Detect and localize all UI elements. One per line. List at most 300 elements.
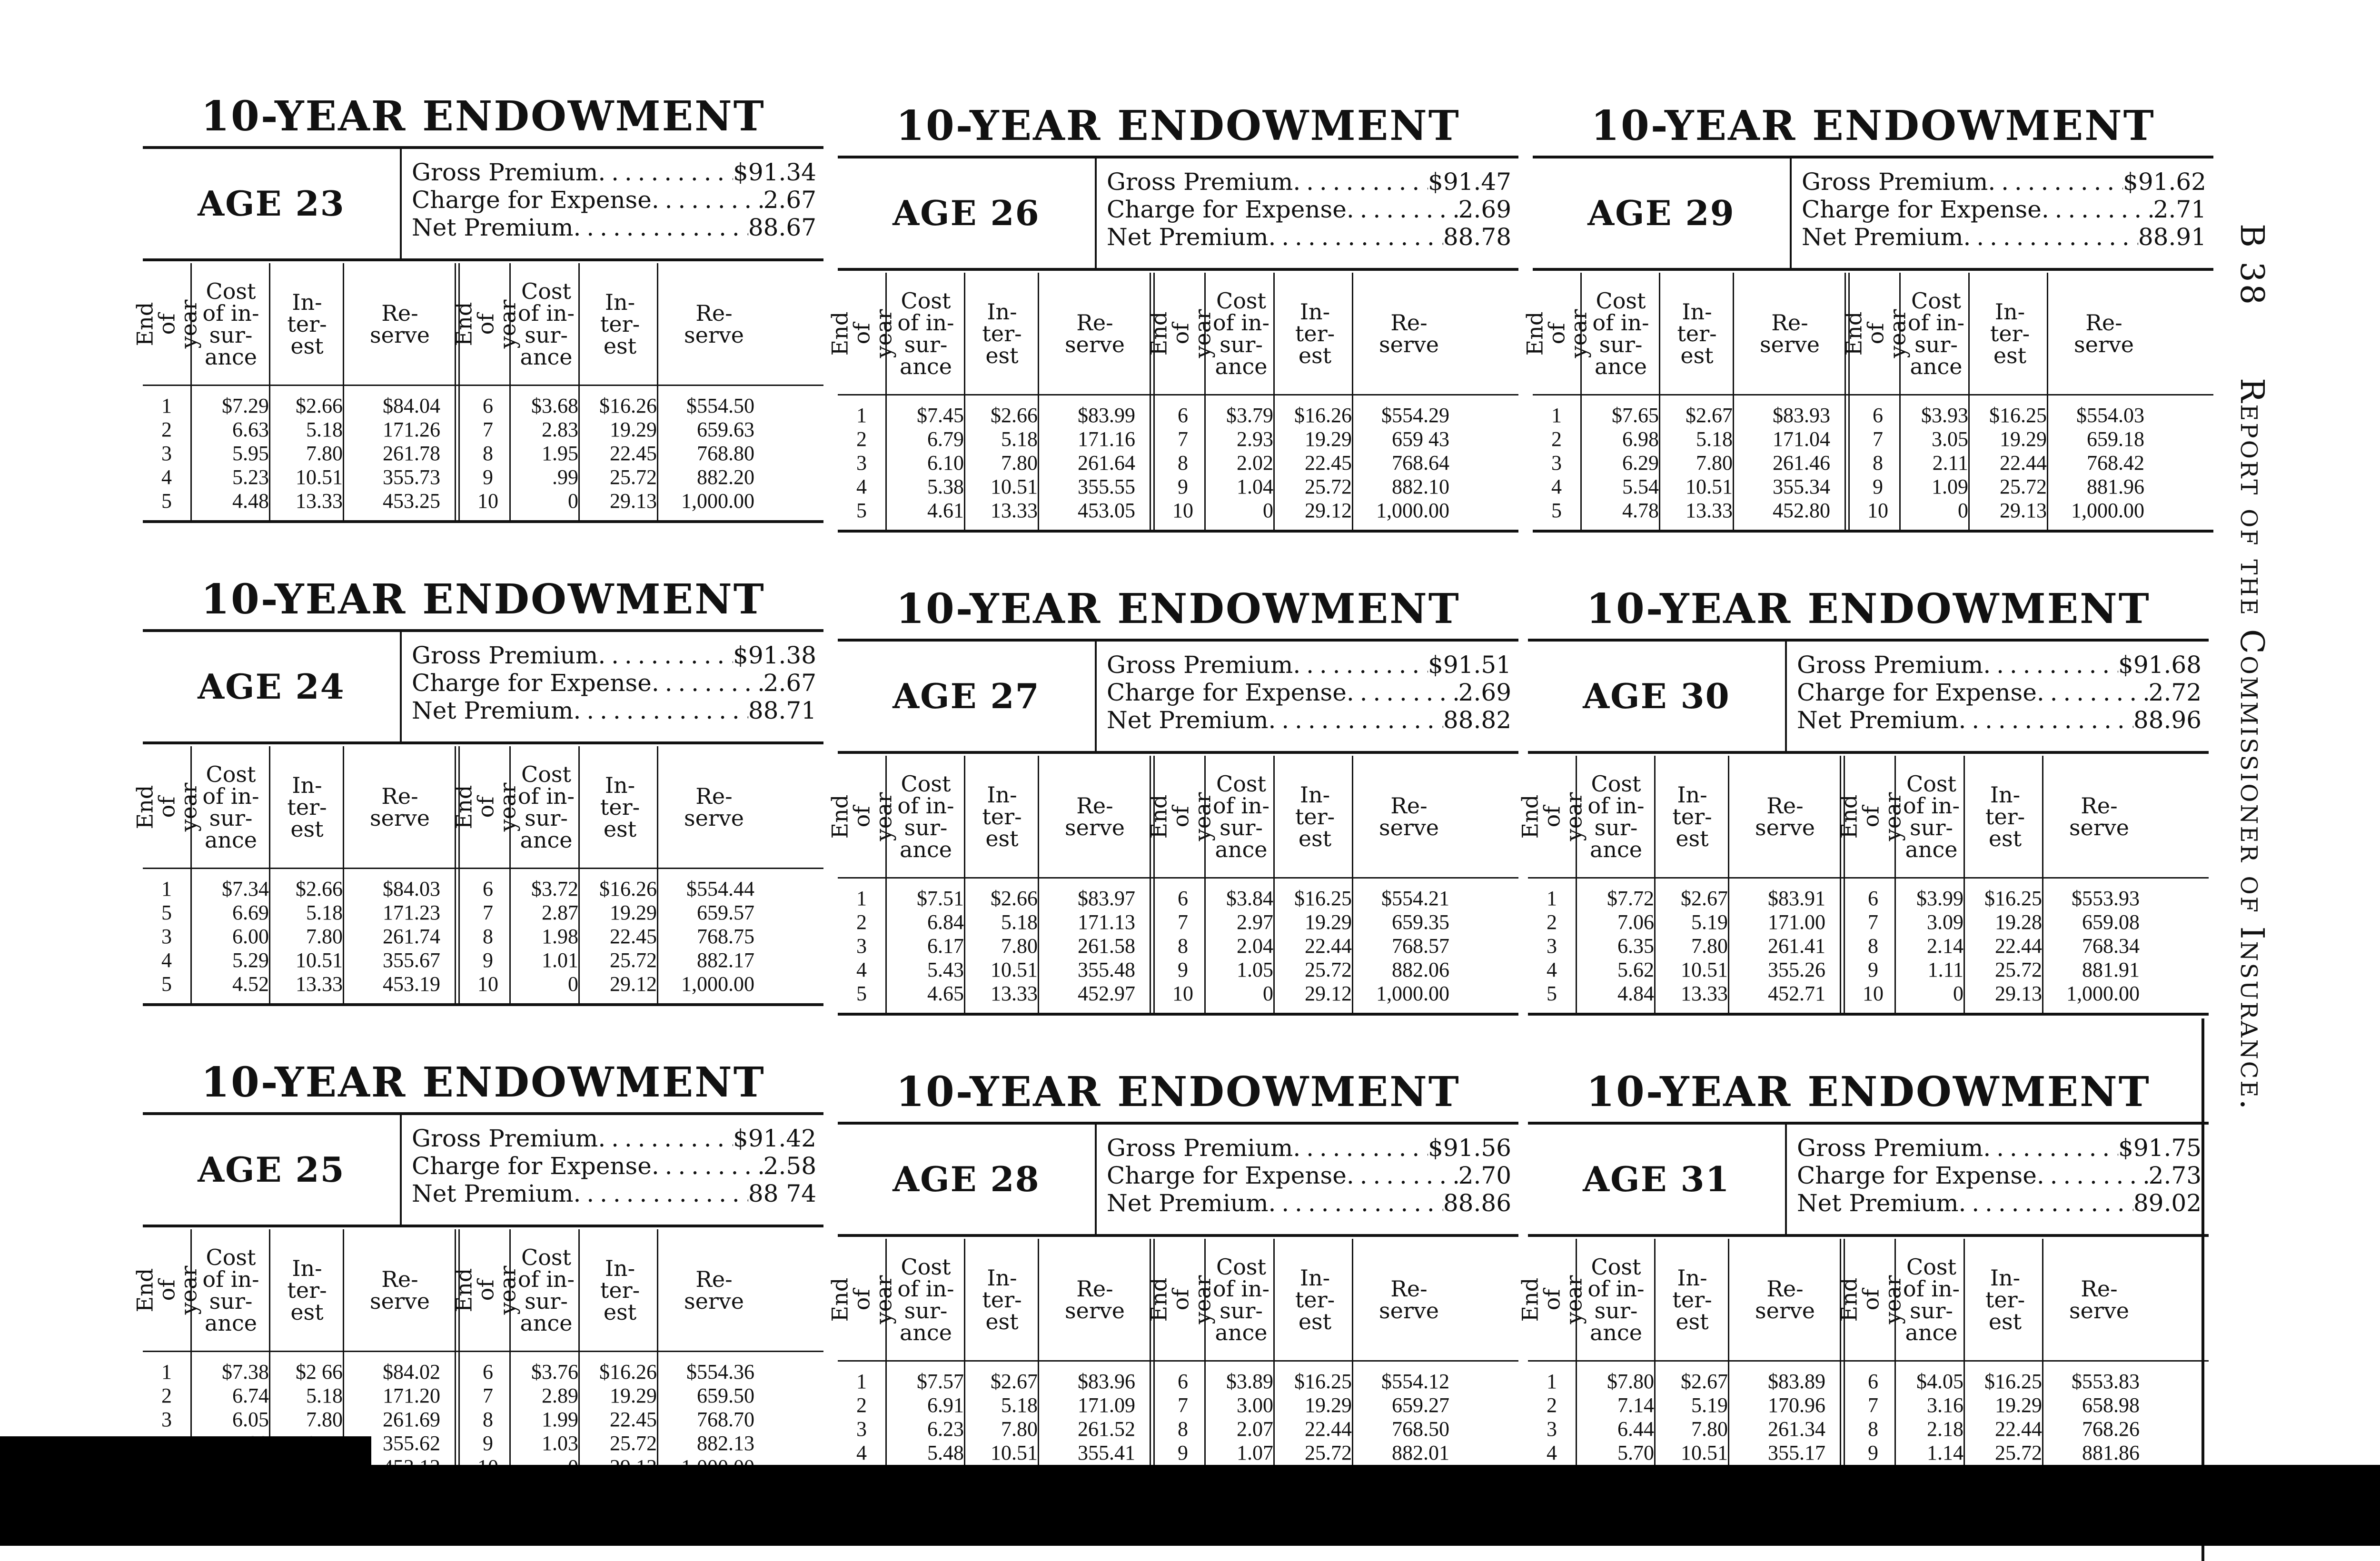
table-cell: 1 [1547,887,1557,910]
reserve-col-2 [659,877,754,996]
header-rule [1528,877,2209,879]
net-premium-label: Net Premium [412,1180,574,1207]
end-column-header [1522,273,1591,394]
table-cell: 3 [1547,1417,1557,1441]
header-rule [838,394,1518,395]
table-cell: 25.72 [1305,475,1352,498]
table-cell: 19.29 [1305,427,1352,451]
table-cell: 29.13 [2000,499,2047,522]
table-cell: $83.93 [1773,404,1830,427]
gross-premium-row [412,1125,816,1152]
table-cell: 9 [1178,475,1188,498]
table-cell: 8 [483,1408,493,1431]
table-cell: 22.44 [1995,1417,2042,1441]
header-rule [143,385,823,386]
table-cell: 3 [856,451,867,474]
table-cell: 1 [856,1370,867,1393]
table-cell: 3 [856,934,867,958]
table-cell: 10.51 [991,1441,1038,1464]
interest-col-1 [1661,404,1733,523]
table-cell: 4 [1551,475,1562,498]
cost-col-2 [1897,887,1964,1006]
res-column-header [659,263,769,385]
leader-dots [1268,223,1443,251]
table-cell: 4.78 [1622,499,1659,522]
net-premium-label: Net Premium [412,214,574,241]
charge-for-expense-label: Charge for Expense [412,669,652,697]
table-cell: $3.72 [531,877,578,900]
year-col-1 [143,877,190,996]
table-cell: 9 [1868,958,1878,981]
gross-premium-label: Gross Premium [412,1125,598,1152]
res-header-text: Re- serve [369,1266,430,1314]
table-cell: $16.26 [599,394,657,417]
interest-col-1 [966,887,1038,1006]
charge-for-expense-value: 2.58 [763,1152,816,1180]
gross-premium-value: $91.34 [733,158,816,186]
table-cell: 452.71 [1768,982,1825,1005]
table-cell: 7.80 [306,442,343,465]
premium-header [1528,639,2209,754]
table-cell: 10.51 [296,948,343,972]
table-cell: 3.00 [1237,1393,1273,1417]
data-grid [1517,756,2209,1016]
net-premium-value: 89.02 [2133,1189,2202,1217]
table-cell: 10 [477,972,498,996]
int-header-text: In- ter- est [1672,781,1712,851]
cost-column-header [1897,756,1966,877]
table-cell: 1.95 [542,442,578,465]
table-cell: 10.51 [1681,1441,1728,1464]
int-header-text: In- ter- est [1985,1265,2025,1334]
cost-col-1 [193,394,269,513]
cost-header-text: Cost of in- sur- ance [897,771,954,862]
table-cell: $16.25 [1294,887,1352,910]
net-premium-value: 88.67 [748,214,816,241]
table-cell: 5.38 [927,475,964,498]
running-title: Report of the Commissioner of Insurance. [2233,378,2271,1112]
table-cell: $2 66 [296,1360,343,1383]
table-cell: 22.45 [610,925,657,948]
reserve-col-2 [1354,887,1449,1006]
table-cell: 659.08 [2082,910,2140,934]
table-cell: $7.38 [222,1360,269,1383]
int-header-text: In- ter- est [600,289,640,359]
table-cell: $2.66 [296,877,343,900]
res-column-header [1040,273,1150,394]
table-cell: 0 [1263,499,1273,522]
table-cell: 4.61 [927,499,964,522]
table-cell: 25.72 [1995,1441,2042,1464]
cost-col-1 [1578,887,1654,1006]
table-cell: 261.78 [383,442,440,465]
table-cell: 29.12 [1305,499,1352,522]
table-cell: 10 [1172,982,1193,1005]
int-header-text: In- ter- est [600,772,640,842]
table-cell: 0 [1958,499,1968,522]
table-cell: 5.18 [306,901,343,924]
table-cell: $7.34 [222,877,269,900]
reserve-col-2 [659,394,754,513]
table-cell: 355.48 [1078,958,1135,981]
table-cell: 9 [1178,1441,1188,1464]
table-cell: 6.74 [232,1384,269,1407]
table-cell: 5.54 [1622,475,1659,498]
table-cell: 768.64 [1392,451,1449,474]
table-cell: 882.13 [697,1432,754,1455]
res-header-text: Re- serve [1064,309,1125,357]
res-column-header [659,1229,769,1351]
gross-premium-value: $91.47 [1428,168,1511,196]
table-cell: 7 [483,1384,493,1407]
header-rule [838,877,1518,879]
table-cell: $7.65 [1612,404,1659,427]
charge-for-expense-label: Charge for Expense [412,186,652,214]
table-cell: 355.55 [1078,475,1135,498]
net-premium-label: Net Premium [1107,706,1269,734]
res-column-header [345,746,455,868]
table-cell: 882.20 [697,465,754,489]
table-cell: 6 [1873,404,1883,427]
table-cell: 659.50 [697,1384,754,1407]
charge-for-expense-label: Charge for Expense [1107,196,1347,223]
end-column-header [1841,273,1910,394]
interest-col-2 [581,877,657,996]
table-cell: 9 [1868,1441,1878,1464]
table-cell: 7.80 [1696,451,1733,474]
table-cell: 6.00 [232,925,269,948]
table-cell: 4 [856,958,867,981]
int-header-text: In- ter- est [1990,298,2030,368]
table-cell: 13.33 [1681,982,1728,1005]
table-cell: 1 [1551,404,1562,427]
table-cell: 29.13 [1995,982,2042,1005]
table-cell: $16.26 [599,1360,657,1383]
net-premium-value: 88.96 [2133,706,2202,734]
interest-col-1 [966,404,1038,523]
net-premium-value: 88.71 [748,697,816,724]
age-label: AGE 28 [838,1125,1097,1234]
table-cell: 5.48 [927,1441,964,1464]
charge-for-expense-value: 2.69 [1458,679,1511,706]
table-cell: 1,000.00 [1376,499,1449,522]
table-cell: 8 [483,442,493,465]
leader-dots [598,642,733,669]
interest-col-1 [271,877,343,996]
table-cell: $84.02 [383,1360,440,1383]
table-cell: $2.67 [1681,1370,1728,1393]
column-rule [1654,756,1656,1013]
table-cell: 5 [161,489,172,513]
table-cell: $3.93 [1921,404,1968,427]
table-cell: 29.13 [610,489,657,513]
premium-header [838,639,1518,754]
table-cell: 882.06 [1392,958,1449,981]
premium-header [838,1122,1518,1237]
gross-premium-value: $91.75 [2118,1134,2202,1162]
cost-header-text: Cost of in- sur- ance [897,287,954,379]
cost-column-header [512,263,581,385]
res-header-text: Re- serve [369,300,430,348]
table-cell: 768.75 [697,925,754,948]
table-cell: 171.23 [383,901,440,924]
table-cell: 1.07 [1237,1441,1273,1464]
table-cell: 2 [1547,1393,1557,1417]
gross-premium-value: $91.68 [2118,651,2202,679]
leader-dots [1958,1189,2133,1217]
table-cell: 29.12 [610,972,657,996]
table-cell: $83.89 [1768,1370,1825,1393]
table-cell: 0 [568,489,578,513]
leader-dots [1268,1189,1443,1217]
table-cell: 355.17 [1768,1441,1825,1464]
net-premium-row [1802,223,2206,251]
table-cell: 4 [161,948,172,972]
table-cell: 3.05 [1932,427,1968,451]
cost-col-2 [512,1360,578,1479]
table-cell: 22.45 [610,442,657,465]
int-header-text: In- ter- est [982,298,1022,368]
table-cell: 659.63 [697,418,754,441]
cost-column-header [193,746,269,868]
charge-for-expense-label: Charge for Expense [1802,196,2042,223]
table-cell: 10.51 [296,465,343,489]
table-cell: 3 [1551,451,1562,474]
table-title: 10-YEAR ENDOWMENT [1586,585,2151,633]
column-rule [269,263,270,520]
table-cell: 2 [161,1384,172,1407]
cost-header-text: Cost of in- sur- ance [1903,771,1960,862]
gross-premium-row [1107,651,1511,679]
table-cell: 5.62 [1617,958,1654,981]
table-cell: 2 [1547,910,1557,934]
table-cell: 7 [483,418,493,441]
interest-col-1 [1656,887,1728,1006]
end-column-header [827,756,896,877]
table-cell: 4 [856,475,867,498]
table-title: 10-YEAR ENDOWMENT [1586,1068,2151,1116]
leader-dots [652,669,764,697]
table-cell: 7 [1178,427,1188,451]
end-header-text: End of year [132,299,201,348]
table-cell: 3.16 [1927,1393,1964,1417]
table-cell: 22.45 [610,1408,657,1431]
table-title: 10-YEAR ENDOWMENT [896,585,1460,633]
table-cell: 19.29 [2000,427,2047,451]
table-cell: $553.83 [2072,1370,2140,1393]
end-column-header [1836,756,1905,877]
data-grid [132,746,823,1006]
table-cell: 5.95 [232,442,269,465]
table-cell: 4 [1547,1441,1557,1464]
table-cell: $7.80 [1607,1370,1654,1393]
end-column-header [451,746,520,868]
table-cell: 6 [1868,887,1878,910]
table-cell: 6.63 [232,418,269,441]
cost-column-header [1207,1239,1276,1360]
column-rule [1038,273,1039,530]
table-cell: 261.34 [1768,1417,1825,1441]
table-cell: $83.99 [1078,404,1135,427]
int-column-header [271,263,343,385]
net-premium-value: 88.91 [2138,223,2206,251]
year-col-2 [1856,404,1899,523]
cost-header-text: Cost of in- sur- ance [517,278,575,370]
table-cell: 2 [856,1393,867,1417]
end-header-text: End of year [1517,792,1587,841]
cost-header-text: Cost of in- sur- ance [1587,1254,1645,1345]
charge-for-expense-row [412,669,816,697]
cost-header-text: Cost of in- sur- ance [1587,771,1645,862]
header-rule [143,868,823,869]
table-cell: 25.72 [610,948,657,972]
table-cell: 3 [1547,934,1557,958]
premium-header [143,146,823,261]
table-cell: 6.23 [927,1417,964,1441]
age-label: AGE 29 [1533,158,1792,268]
year-col-2 [466,1360,509,1479]
interest-col-2 [1276,404,1352,523]
header-rule [1528,1360,2209,1362]
table-cell: 171.20 [383,1384,440,1407]
year-col-2 [466,394,509,513]
leader-dots [1963,223,2138,251]
table-cell: 261.41 [1768,934,1825,958]
cost-column-header [1902,273,1971,394]
column-rule [1728,1239,1729,1496]
table-cell: 8 [483,925,493,948]
table-cell: 171.13 [1078,910,1135,934]
int-header-text: In- ter- est [600,1255,640,1325]
table-cell: 4.52 [232,972,269,996]
int-column-header [1276,273,1354,394]
table-cell: 1.98 [542,925,578,948]
leader-dots [652,186,764,214]
charge-for-expense-row [1107,679,1511,706]
table-cell: 5.18 [1696,427,1733,451]
table-cell: 10 [1863,982,1884,1005]
int-header-text: In- ter- est [287,1255,327,1325]
table-cell: 8 [1873,451,1883,474]
table-cell: $554.50 [686,394,754,417]
table-cell: 6.10 [927,451,964,474]
table-cell: 170.96 [1768,1393,1825,1417]
charge-for-expense-label: Charge for Expense [1107,679,1347,706]
table-cell: 1,000.00 [1376,982,1449,1005]
table-cell: 1.01 [542,948,578,972]
table-cell: 171.04 [1773,427,1830,451]
reserve-col-2 [1354,404,1449,523]
int-column-header [966,1239,1038,1360]
premium-header [1528,1122,2209,1237]
charge-for-expense-row [412,186,816,214]
premium-summary [1107,1134,1511,1217]
table-cell: 1 [856,887,867,910]
table-cell: 9 [483,1432,493,1455]
end-header-text: End of year [451,782,520,831]
table-cell: 7 [1868,910,1878,934]
table-title: 10-YEAR ENDOWMENT [201,1058,765,1107]
charge-for-expense-value: 2.67 [763,186,816,214]
table-cell: 1.05 [1237,958,1273,981]
cost-header-text: Cost of in- sur- ance [517,761,575,853]
table-cell: 453.05 [1078,499,1135,522]
end-column-header [827,273,896,394]
table-cell: 13.33 [991,499,1038,522]
end-column-header [132,1229,201,1351]
net-premium-label: Net Premium [1802,223,1964,251]
table-cell: 6.91 [927,1393,964,1417]
table-cell: 452.97 [1078,982,1135,1005]
end-column-header [132,746,201,868]
table-cell: 1 [161,394,172,417]
table-cell: 261.69 [383,1408,440,1431]
table-cell: 10.51 [1681,958,1728,981]
table-cell: 19.29 [1305,910,1352,934]
year-col-1 [838,887,885,1006]
cost-col-2 [512,877,578,996]
net-premium-label: Net Premium [1107,1189,1269,1217]
cost-column-header [1578,1239,1654,1360]
net-premium-row [412,697,816,724]
year-col-1 [1528,887,1576,1006]
leader-dots [1347,1162,1458,1189]
table-cell: 659.27 [1392,1393,1449,1417]
end-header-text: End of year [132,782,201,831]
gross-premium-label: Gross Premium [412,642,598,669]
table-cell: $16.25 [1989,404,2047,427]
table-cell: 881.96 [2087,475,2144,498]
res-column-header [659,746,769,868]
end-column-header [451,263,520,385]
charge-for-expense-row [412,1152,816,1180]
table-cell: 6.98 [1622,427,1659,451]
table-cell: 0 [1953,982,1964,1005]
table-cell: 5.29 [232,948,269,972]
interest-col-2 [1276,887,1352,1006]
table-cell: $2.67 [1681,887,1728,910]
net-premium-value: 88.86 [1443,1189,1511,1217]
cost-header-text: Cost of in- sur- ance [202,761,259,853]
table-cell: 22.44 [2000,451,2047,474]
int-column-header [966,756,1038,877]
cost-column-header [888,756,964,877]
data-grid [827,756,1518,1016]
table-title: 10-YEAR ENDOWMENT [201,575,765,623]
cost-header-text: Cost of in- sur- ance [1212,287,1270,379]
table-cell: $4.05 [1916,1370,1964,1393]
cost-col-1 [888,887,964,1006]
gross-premium-value: $91.42 [733,1125,816,1152]
leader-dots [573,214,748,241]
gross-premium-row [412,158,816,186]
table-cell: 5.18 [306,418,343,441]
int-header-text: In- ter- est [1672,1265,1712,1334]
charge-for-expense-label: Charge for Expense [1797,679,2037,706]
end-header-text: End of year [451,299,520,348]
reserve-col-1 [1735,404,1830,523]
table-cell: 13.33 [296,972,343,996]
end-header-text: End of year [827,309,896,358]
cost-col-1 [1583,404,1659,523]
table-cell: 171.26 [383,418,440,441]
table-cell: $7.72 [1607,887,1654,910]
net-premium-row [1107,706,1511,734]
table-cell: 2.14 [1927,934,1964,958]
table-cell: 6 [483,1360,493,1383]
end-header-text: End of year [1836,792,1905,841]
res-column-header [1040,756,1150,877]
